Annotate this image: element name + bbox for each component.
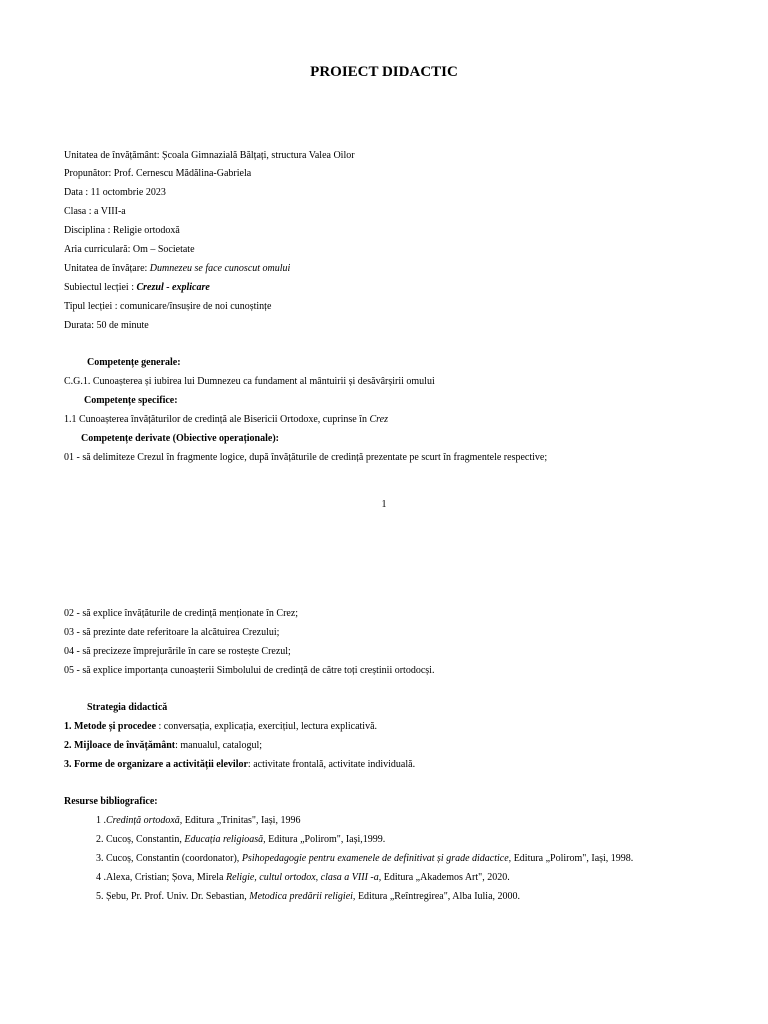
info-unitate-invatare: Unitatea de învățare: Dumnezeu se face cunoscut omului bbox=[64, 263, 291, 274]
objective-03: 03 - să prezinte date referitoare la alcătuirea Crezului; bbox=[64, 627, 280, 638]
competente-generale-text: C.G.1. Cunoașterea și iubirea lui Dumnezeu ca fundament al mântuirii și desăvârșirii omului bbox=[64, 376, 435, 387]
page-number: 1 bbox=[381, 499, 387, 510]
objective-01: 01 - să delimiteze Crezul în fragmente logice, după învățăturile de credință prezentate pe scurt în fragmentele respective; bbox=[64, 452, 548, 463]
bibliografie-item-3: 3. Cucoș, Constantin (coordonator), Psihopedagogie pentru examenele de definitivat și grade didactice, Editura „Polirom", Iași, 1998. bbox=[96, 853, 634, 864]
bibliografie-item-4: 4 .Alexa, Cristian; Șova, Mirela Religie, cultul ortodox, clasa a VIII -a, Editura „Akademos Art", 2020. bbox=[96, 872, 510, 883]
objective-02: 02 - să explice învățăturile de credință menționate în Crez; bbox=[64, 608, 299, 619]
info-propunator: Propunător: Prof. Cernescu Mădălina-Gabriela bbox=[64, 168, 252, 179]
info-clasa: Clasa : a VIII-a bbox=[64, 206, 126, 217]
bibliografie-item-5: 5. Șebu, Pr. Prof. Univ. Dr. Sebastian, Metodica predării religiei, Editura „Reîntregirea", Alba Iulia, 2000. bbox=[96, 891, 521, 902]
competente-derivate-heading: Competențe derivate (Obiective operaționale): bbox=[81, 433, 279, 444]
objective-04: 04 - să precizeze împrejurările în care se rostește Crezul; bbox=[64, 646, 291, 657]
info-tip: Tipul lecției : comunicare/însușire de noi cunoștințe bbox=[64, 301, 272, 312]
info-disciplina: Disciplina : Religie ortodoxă bbox=[64, 225, 180, 236]
info-aria: Aria curriculară: Om – Societate bbox=[64, 244, 195, 255]
info-unitate: Unitatea de învățământ: Școala Gimnazială Bălțați, structura Valea Oilor bbox=[64, 150, 355, 161]
competente-generale-heading: Competențe generale: bbox=[87, 357, 181, 368]
page-title: PROIECT DIDACTIC bbox=[310, 64, 458, 80]
bibliografie-item-1: 1 .Credință ortodoxă, Editura „Trinitas", Iași, 1996 bbox=[96, 815, 301, 826]
info-durata: Durata: 50 de minute bbox=[64, 320, 149, 331]
bibliografie-heading: Resurse bibliografice: bbox=[64, 796, 158, 807]
bibliografie-item-2: 2. Cucoș, Constantin, Educația religioasă, Editura „Polirom", Iași,1999. bbox=[96, 834, 386, 845]
competente-specifice-text: 1.1 Cunoașterea învățăturilor de credință ale Bisericii Ortodoxe, cuprinse în Crez bbox=[64, 414, 388, 425]
info-data: Data : 11 octombrie 2023 bbox=[64, 187, 166, 198]
objective-05: 05 - să explice importanța cunoașterii Simbolului de credință de către toți creștinii ortodocși. bbox=[64, 665, 435, 676]
strategie-mijloace: 2. Mijloace de învățământ: manualul, catalogul; bbox=[64, 740, 263, 751]
strategie-heading: Strategia didactică bbox=[87, 702, 168, 713]
info-subiect: Subiectul lecției : Crezul - explicare bbox=[64, 282, 210, 293]
competente-specifice-heading: Competențe specifice: bbox=[84, 395, 178, 406]
strategie-metode: 1. Metode și procedee : conversația, explicația, exercițiul, lectura explicativă. bbox=[64, 721, 378, 732]
strategie-forme: 3. Forme de organizare a activității elevilor: activitate frontală, activitate individuală. bbox=[64, 759, 416, 770]
